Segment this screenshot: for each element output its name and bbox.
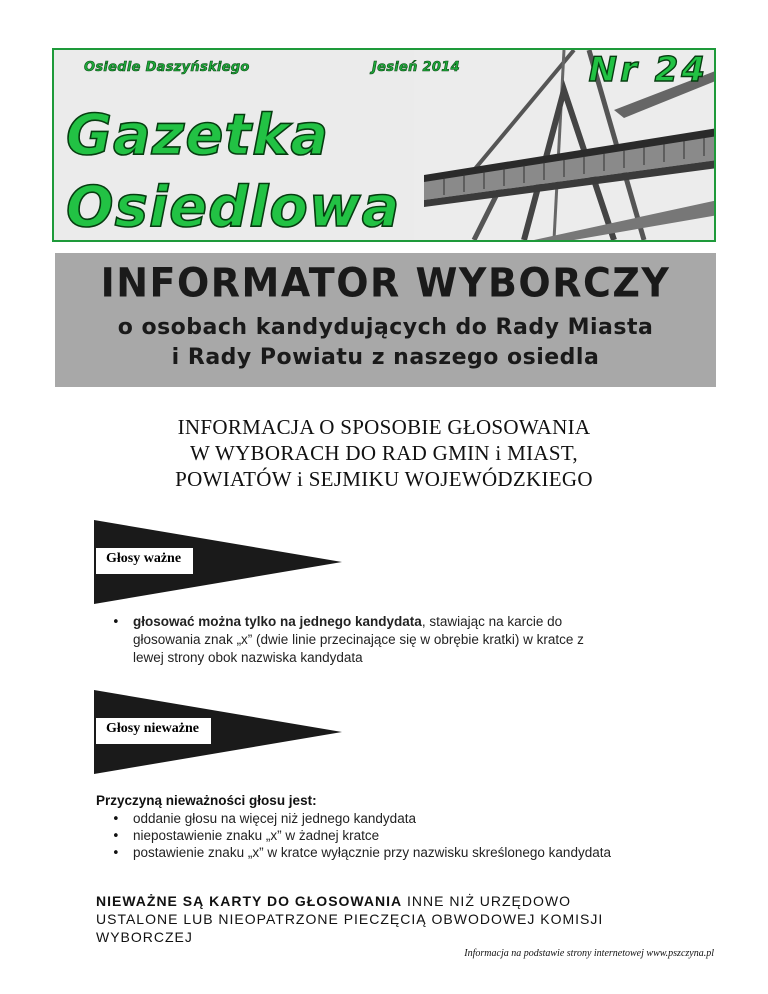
bullet-dot: • [112, 812, 120, 827]
banner-title: INFORMATOR WYBORCZY [100, 259, 671, 307]
masthead-title-line1: Gazetka [66, 103, 330, 168]
banner-subtitle-line1: o osobach kandydujących do Rady Miasta [117, 315, 654, 340]
cause-item: niepostawienie znaku „x” w żadnej kratce [133, 828, 380, 843]
masthead [52, 48, 716, 242]
info-heading-line3: POWIATÓW i SEJMIKU WOJEWÓDZKIEGO [175, 467, 593, 491]
notice-line1 [96, 893, 571, 909]
valid-votes-bullet [133, 614, 562, 630]
info-heading-line2: W WYBORACH DO RAD GMIN i MIAST, [190, 441, 578, 465]
cause-item: oddanie głosu na więcej niż jednego kandydata [133, 811, 416, 826]
invalid-votes-pennant [94, 690, 344, 774]
valid-votes-line3: lewej strony obok nazwiska kandydata [133, 650, 363, 665]
issue-number: Nr 24 [588, 50, 708, 90]
valid-votes-line2: głosowania znak „x” (dwie linie przecinające się w obrębie kratki) w kratce z [133, 632, 584, 647]
notice-line2: USTALONE LUB NIEOPATRZONE PIECZĘCIĄ OBWODOWEJ KOMISJI [96, 911, 604, 927]
source-note: Informacja na podstawie strony internetowej www.pszczyna.pl [464, 948, 714, 959]
cause-item: postawienie znaku „x” w kratce wyłącznie przy nazwisku skreślonego kandydata [133, 845, 611, 860]
valid-votes-rest: , stawiając na karcie do [421, 614, 563, 629]
bullet-dot: • [112, 846, 120, 861]
masthead-title-line2: Osiedlowa [66, 175, 401, 240]
season-label: Jesień 2014 [372, 60, 460, 75]
invalid-votes-label: Głosy nieważne [96, 718, 211, 744]
banner-subtitle-line2: i Rady Powiatu z naszego osiedla [171, 345, 600, 370]
election-banner [55, 253, 716, 387]
bullet-dot: • [112, 829, 120, 844]
notice-line3: WYBORCZEJ [96, 929, 193, 945]
valid-votes-label: Głosy ważne [96, 548, 193, 574]
estate-name: Osiedle Daszyńskiego [84, 60, 250, 75]
bullet-dot: • [112, 615, 120, 630]
notice-bold: NIEWAŻNE SĄ KARTY DO GŁOSOWANIA [96, 893, 403, 909]
cause-heading: Przyczyną nieważności głosu jest: [96, 793, 317, 808]
valid-votes-bold: głosować można tylko na jednego kandydata [133, 614, 422, 629]
notice-rest: INNE NIŻ URZĘDOWO [402, 893, 571, 909]
valid-votes-pennant [94, 520, 344, 604]
info-heading-line1: INFORMACJA O SPOSOBIE GŁOSOWANIA [177, 415, 591, 439]
